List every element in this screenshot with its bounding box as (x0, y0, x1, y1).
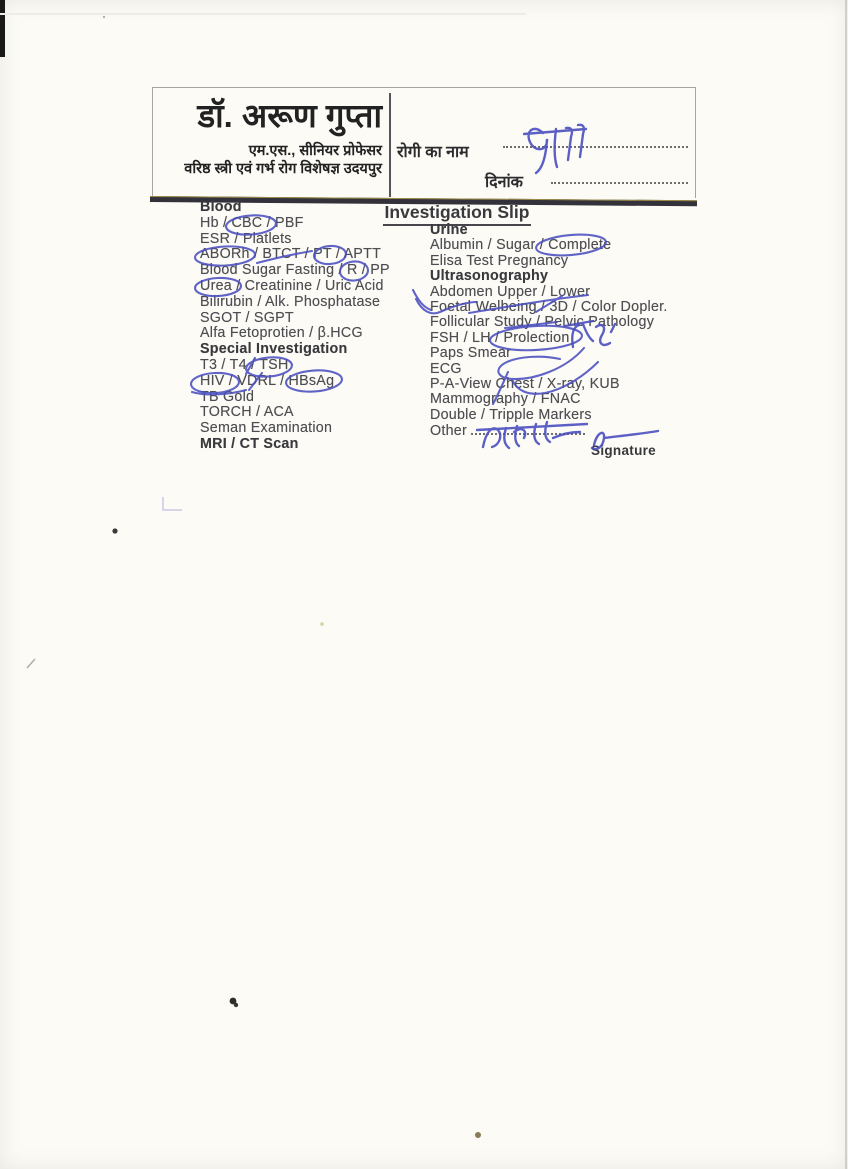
list-item: Urea / Creatinine / Uric Acid (200, 277, 384, 294)
blood-tests-column (200, 200, 460, 453)
list-item: Elisa Test Pregnancy (430, 252, 569, 269)
list-item: Hb / CBC / PBF (200, 214, 304, 231)
list-item: T3 / T4 / TSH (200, 356, 289, 373)
signature-label: Signature (591, 443, 656, 458)
list-item: Ultrasonography (430, 268, 549, 285)
list-item: Urine (430, 222, 468, 238)
list-item: ECG (430, 360, 462, 377)
list-item: Double / Tripple Markers (430, 406, 592, 423)
list-item: Abdomen Upper / Lower (430, 283, 591, 300)
list-item: Bilirubin / Alk. Phosphatase (200, 293, 381, 310)
list-item (430, 423, 710, 439)
list-item: FSH / LH / Prolection (430, 329, 570, 346)
doctor-credentials: एम.एस., सीनियर प्रोफेसर (248, 143, 382, 159)
list-item: Special Investigation (200, 341, 348, 358)
letterhead-divider (389, 93, 391, 197)
list-item: Blood (200, 199, 242, 215)
list-item: SGOT / SGPT (200, 309, 294, 326)
list-item: Paps Smear (430, 345, 512, 362)
doctor-speciality: वरिष्ठ स्त्री एवं गर्भ रोग विशेषज्ञ उदयपुर (184, 161, 382, 177)
other-dotted-line (471, 423, 585, 435)
list-item: Albumin / Sugar / Complete (430, 237, 612, 254)
date-label: दिनांक (485, 174, 523, 191)
patient-name-dotted-line (503, 146, 688, 148)
list-item: Follicular Study / Pelvic Pathology (430, 314, 655, 331)
doctor-name: डॉ. अरूण गुप्ता (197, 97, 382, 134)
scan-top-streak (0, 13, 526, 15)
doctor-block (158, 96, 382, 178)
list-item: HIV / VDRL / HBsAg (200, 372, 335, 389)
list-item: P-A-View Chest / X-ray, KUB (430, 376, 620, 393)
slip-title-text: Investigation Slip (383, 202, 532, 226)
list-item: Seman Examination (200, 420, 333, 437)
scan-corner-mark (163, 497, 182, 510)
list-item: Mammography / FNAC (430, 391, 581, 408)
other-label: Other (430, 423, 468, 440)
list-item: TORCH / ACA (200, 404, 294, 421)
list-item: MRI / CT Scan (200, 435, 299, 452)
list-item: ESR / Platlets (200, 230, 292, 247)
urine-usg-column (430, 223, 710, 440)
list-item: ABORh / BTCT / PT / APTT (200, 246, 382, 263)
date-dotted-line (551, 182, 688, 184)
list-item: TB Gold (200, 388, 255, 405)
scan-edge-black-strip (0, 0, 5, 57)
scan-right-edge-line (845, 0, 847, 1169)
patient-name-label: रोगी का नाम (397, 144, 469, 161)
list-item: Alfa Fetoprotien / β.HCG (200, 325, 363, 342)
list-item: Foetal Welbeing / 3D / Color Dopler. (430, 299, 668, 316)
pencil-mark (27, 659, 35, 668)
list-item: Blood Sugar Fasting / R / PP (200, 262, 390, 279)
